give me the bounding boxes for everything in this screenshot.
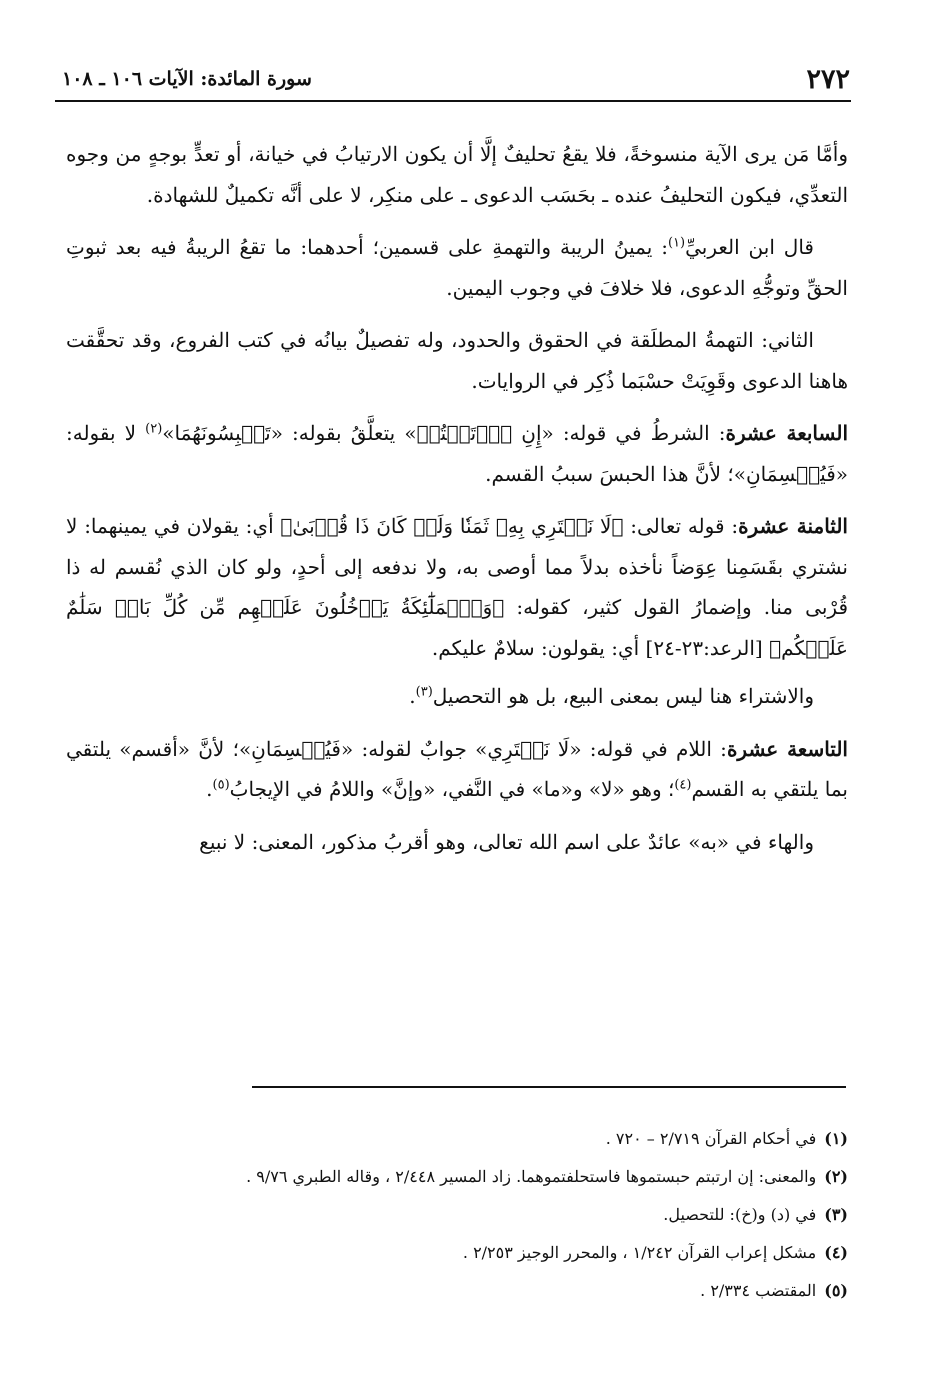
main-text — [66, 134, 848, 874]
paragraph-text: : الشرطُ في قوله: «إِنِ ٱرۡتَبۡتُمۡ» يتعلَّقُ بقوله: «تَحۡبِسُونَهُمَا» — [162, 421, 726, 445]
footnote-text: في (د) و(خ): للتحصيل. — [663, 1205, 817, 1224]
footnote-ref[interactable]: (٥) — [212, 777, 230, 793]
running-title: سورة المائدة: الآيات ١٠٦ ـ ١٠٨ — [62, 68, 312, 90]
footnote-number: (٤) — [824, 1243, 848, 1262]
section-heading: التاسعة عشرة — [726, 736, 848, 761]
header-rule — [55, 100, 851, 102]
paragraph-second — [66, 320, 848, 401]
paragraph-text: والاشتراء هنا ليس بمعنى البيع، بل هو التحصيل — [432, 684, 814, 708]
page-header — [62, 62, 850, 102]
page-number: ٢٧٢ — [806, 64, 850, 95]
paragraph-text: ؛ وهو «لا» و«ما» في النَّفي، «وإنَّ» واللامُ في الإيجابُ — [229, 777, 675, 801]
footnote-ref[interactable]: (٢) — [145, 421, 163, 437]
footnote-item — [120, 1234, 848, 1272]
footnote-number: (٥) — [824, 1281, 848, 1300]
footnote-ref[interactable]: (٤) — [674, 777, 692, 793]
paragraph-text: . — [409, 684, 416, 708]
paragraph-text: . — [206, 777, 213, 801]
footnote-item — [120, 1196, 848, 1234]
paragraph-text: : يمينُ الريبة والتهمةِ على قسمين؛ أحدهما: ما تقعُ الريبةُ فيه بعد ثبوتِ الحقِّ وتوجُّهِ الدعوى، فلا خلافَ في وجوب اليمين. — [66, 235, 848, 300]
paragraph-purchase — [66, 676, 848, 717]
section-heading: السابعة عشرة — [725, 421, 848, 445]
paragraph-text: قال ابن العربيِّ — [685, 235, 814, 259]
footnotes — [120, 1120, 848, 1310]
paragraph-text: والهاء في «به» عائدٌ على اسم الله تعالى، وهو أقربُ مذكور، المعنى: لا نبيع — [199, 829, 814, 854]
footnote-number: (١) — [824, 1129, 848, 1148]
paragraph-ibn-arabi — [66, 227, 848, 308]
paragraph-nineteenth — [66, 729, 848, 810]
footnote-item — [120, 1272, 848, 1310]
paragraph-text: : اللام في قوله: «لَا نَشۡتَرِي» جوابٌ لقوله: «فَيُقۡسِمَانِ»؛ لأنَّ «أقسم» يلتقي بما يلتقي به القسم — [66, 736, 848, 801]
paragraph-text: وأمَّا مَن يرى الآية منسوخةً، فلا يقعُ تحليفٌ إلَّا أن يكون الارتيابُ في خيانة، أو تعدٍّ بوجهٍ من وجوه التعدِّي، فيكون التحليفُ عنده ـ بحَسَب الدعوى ـ على منكِر، لا على أنَّه تكميلٌ للشهادة. — [66, 142, 848, 207]
footnote-number: (٢) — [824, 1167, 848, 1186]
footnote-number: (٣) — [824, 1205, 848, 1224]
paragraph-text: الثاني: التهمةُ المطلَقة في الحقوق والحدود، وله تفصيلٌ بيانُه في كتب الفروع، وقد تحقَّقت هاهنا الدعوى وقَوِيَتْ حسْبَما ذُكِر في الروايات. — [66, 328, 848, 393]
paragraph-abrogation — [66, 134, 848, 215]
footnote-rule — [252, 1086, 846, 1088]
footnote-ref[interactable]: (١) — [667, 235, 686, 251]
footnote-item — [120, 1120, 848, 1158]
footnote-text: المقتضب ٢/٣٣٤ . — [700, 1281, 817, 1300]
paragraph-eighteenth — [66, 506, 848, 668]
paragraph-seventeenth — [66, 413, 848, 494]
footnote-item — [120, 1158, 848, 1196]
footnote-text: مشكل إعراب القرآن ١/٢٤٢ ، والمحرر الوجيز ٢/٢٥٣ . — [462, 1243, 817, 1262]
section-heading: الثامنة عشرة — [738, 514, 848, 538]
footnote-ref[interactable]: (٣) — [415, 684, 433, 700]
paragraph-text: : قوله تعالى: ﴿لَا نَشۡتَرِي بِهِۦ ثَمَنٗا وَلَوۡ كَانَ ذَا قُرۡبَىٰ﴾ أي: يقولان في يمينهما: لا نشتري بقَسَمِنا عِوَضاً نأخذه بدلاً مما أوصى به، ولا ندفعه إلى أحدٍ، ولو كان الذي نُقسم له ذا قُرْبى منا. وإضمارُ القول كثير، كقوله: ﴿وَٱلۡمَلَٰٓئِكَةُ يَدۡخُلُونَ عَلَيۡهِم مِّن كُلِّ بَابٖ سَلَٰمٌ عَلَيۡكُم﴾ [الرعد:٢٣-٢٤] أي: يقولون: سلامٌ عليكم. — [66, 514, 848, 660]
footnote-text: في أحكام القرآن ٢/٧١٩ – ٧٢٠ . — [605, 1129, 817, 1148]
paragraph-text: لا بقوله: «فَيُقۡسِمَانِ»؛ لأنَّ هذا الحبسَ سببُ القسم. — [66, 421, 848, 486]
footnote-text: والمعنى: إن ارتبتم حبستموها فاستحلفتموهما. زاد المسير ٢/٤٤٨ ، وقاله الطبري ٩/٧٦ . — [246, 1167, 817, 1186]
paragraph-pronoun — [66, 822, 848, 863]
